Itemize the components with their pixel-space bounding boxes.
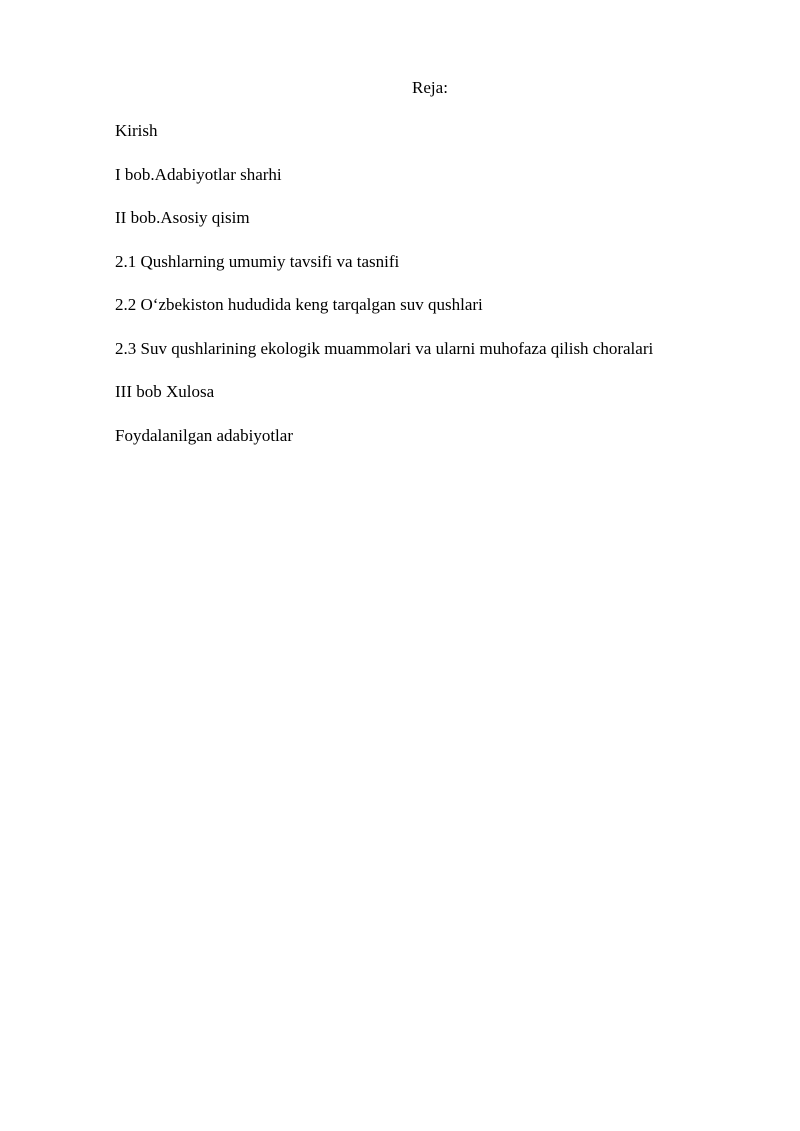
toc-item-chapter-1: I bob.Adabiyotlar sharhi [115, 164, 282, 184]
page-title: Reja: [412, 78, 448, 97]
toc-item-section-2-1: 2.1 Qushlarning umumiy tavsifi va tasnifi [115, 251, 400, 271]
toc-item-references: Foydalanilgan adabiyotlar [115, 425, 293, 445]
table-of-contents [115, 120, 653, 468]
toc-item-chapter-3: III bob Xulosa [115, 382, 215, 401]
toc-item-kirish: Kirish [115, 121, 158, 140]
toc-item-section-2-3: 2.3 Suv qushlarining ekologik muammolari va ularni muhofaza qilish choralari [115, 338, 654, 358]
toc-item-section-2-2: 2.2 O‘zbekiston hududida keng tarqalgan suv qushlari [115, 295, 483, 314]
toc-item-chapter-2: II bob.Asosiy qisim [115, 208, 250, 227]
